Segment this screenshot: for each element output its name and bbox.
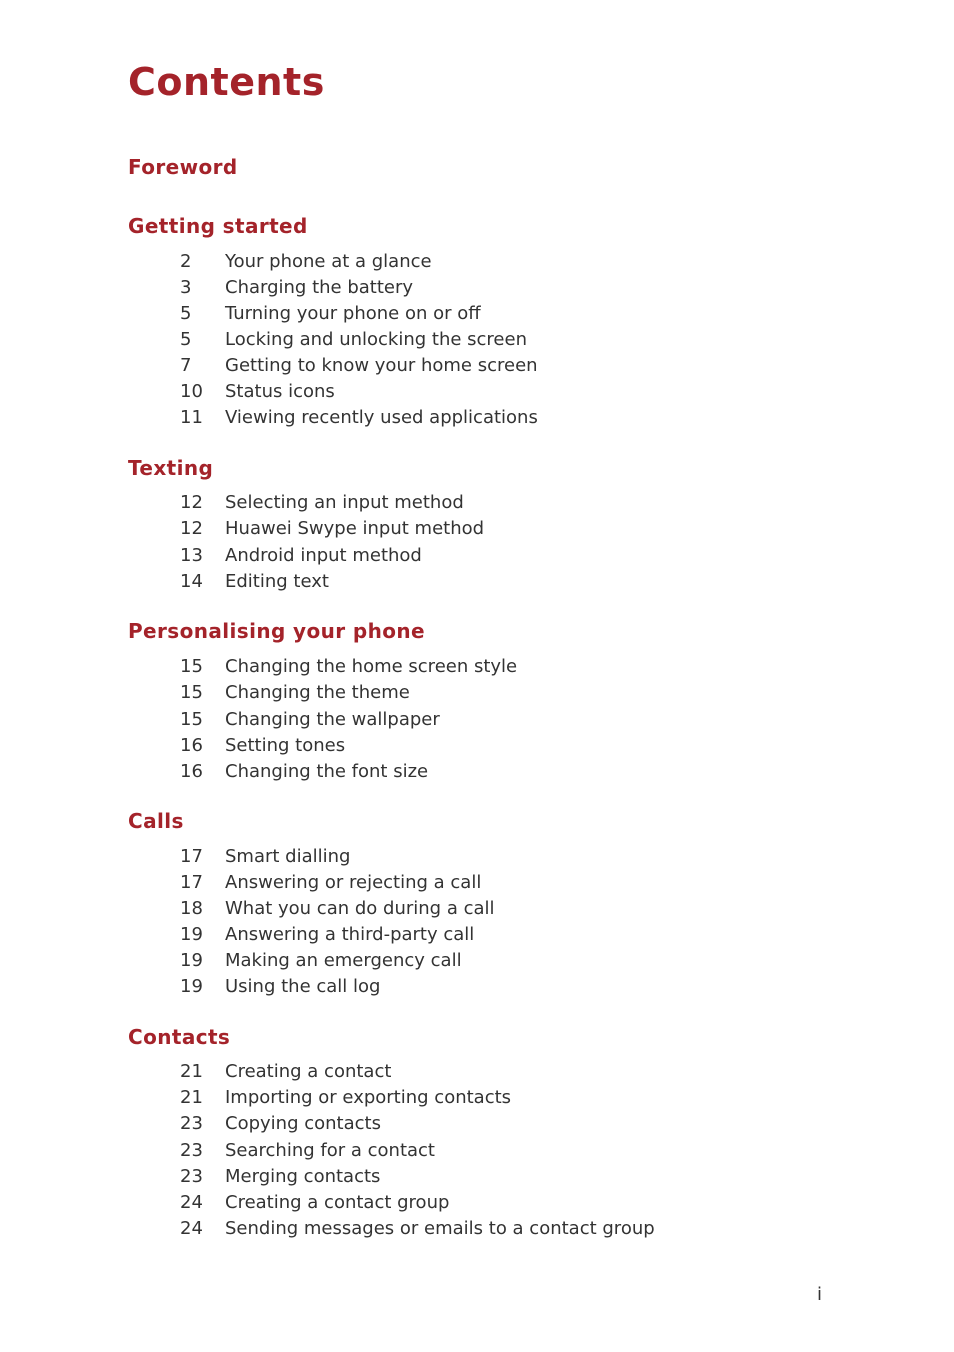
page-title: Contents <box>128 60 325 104</box>
toc-entry-title: Viewing recently used applications <box>225 407 538 428</box>
toc-entry-title: Creating a contact <box>225 1061 392 1082</box>
section-heading: Calls <box>128 809 184 833</box>
toc-entry[interactable] <box>180 275 413 301</box>
toc-entry[interactable] <box>180 1111 381 1137</box>
toc-page-number: 15 <box>180 708 203 730</box>
toc-entry[interactable] <box>180 490 464 516</box>
toc-entry-title: Searching for a contact <box>225 1139 435 1161</box>
toc-entry[interactable] <box>180 680 410 706</box>
toc-entry[interactable] <box>180 249 432 275</box>
section-heading: Texting <box>128 456 214 480</box>
toc-page-number: 17 <box>180 846 203 867</box>
toc-entry[interactable] <box>180 654 517 680</box>
toc-page-number: 5 <box>180 329 192 350</box>
toc-entry[interactable] <box>180 379 335 405</box>
toc-entry-title: Android input method <box>225 544 422 566</box>
section-heading: Getting started <box>128 214 308 238</box>
toc-page-number: 24 <box>180 1218 203 1240</box>
toc-entry-title: Status icons <box>225 381 335 402</box>
toc-page-number: 16 <box>180 734 203 756</box>
toc-entry[interactable] <box>180 1138 435 1164</box>
toc-page-number: 23 <box>180 1113 203 1135</box>
toc-entry-title: Huawei Swype input method <box>225 518 485 540</box>
toc-entry-title: Changing the wallpaper <box>225 708 440 730</box>
toc-page-number: 10 <box>180 381 203 402</box>
toc-page-number: 19 <box>180 950 203 971</box>
toc-entry-title: Getting to know your home screen <box>225 355 538 376</box>
toc-page-number: 18 <box>180 898 203 919</box>
toc-page-number: 2 <box>180 251 192 272</box>
toc-entry-title: Setting tones <box>225 734 346 756</box>
toc-entry[interactable] <box>180 707 440 733</box>
toc-entry-title: Turning your phone on or off <box>225 303 481 324</box>
toc-entry-title: Charging the battery <box>225 277 414 298</box>
toc-entry[interactable] <box>180 733 345 759</box>
toc-entry-title: Creating a contact group <box>225 1191 450 1213</box>
toc-entry[interactable] <box>180 353 538 379</box>
toc-page-number: 19 <box>180 976 203 997</box>
toc-entry[interactable] <box>180 759 428 785</box>
toc-page-number: 21 <box>180 1087 203 1109</box>
toc-page-number: 17 <box>180 872 203 893</box>
toc-entry[interactable] <box>180 1164 380 1190</box>
toc-page-number: 13 <box>180 544 203 566</box>
toc-page-number: 11 <box>180 407 203 428</box>
section-heading: Contacts <box>128 1025 231 1049</box>
toc-entry-title: Using the call log <box>225 976 381 997</box>
toc-entry[interactable] <box>180 327 527 353</box>
toc-page-number: 5 <box>180 303 192 324</box>
toc-entry[interactable] <box>180 516 484 542</box>
toc-entry[interactable] <box>180 405 538 431</box>
toc-entry[interactable] <box>180 922 474 948</box>
page-number: i <box>817 1284 823 1305</box>
toc-entry-title: What you can do during a call <box>225 898 495 919</box>
toc-entry-title: Making an emergency call <box>225 950 462 971</box>
toc-entry-title: Answering or rejecting a call <box>225 872 482 893</box>
toc-entry[interactable] <box>180 1216 655 1242</box>
toc-entry[interactable] <box>180 844 350 870</box>
toc-entry[interactable] <box>180 870 481 896</box>
toc-entry-title: Importing or exporting contacts <box>225 1087 512 1109</box>
toc-page-number: 14 <box>180 570 203 592</box>
toc-entry[interactable] <box>180 1059 391 1085</box>
toc-page-number: 15 <box>180 656 203 677</box>
toc-entry-title: Your phone at a glance <box>225 251 432 272</box>
toc-entry-title: Merging contacts <box>225 1165 381 1187</box>
toc-page-number: 19 <box>180 924 203 945</box>
toc-entry[interactable] <box>180 974 380 1000</box>
section-heading: Foreword <box>128 155 238 179</box>
toc-entry-title: Selecting an input method <box>225 492 464 513</box>
toc-entry[interactable] <box>180 1085 511 1111</box>
toc-page-number: 7 <box>180 355 192 376</box>
toc-page-number: 23 <box>180 1165 203 1187</box>
section-heading: Personalising your phone <box>128 619 425 643</box>
toc-entry-title: Sending messages or emails to a contact group <box>225 1218 655 1240</box>
toc-entry-title: Smart dialling <box>225 846 351 867</box>
toc-entry[interactable] <box>180 896 495 922</box>
toc-page-number: 21 <box>180 1061 203 1082</box>
toc-entry-title: Changing the theme <box>225 682 410 704</box>
toc-entry[interactable] <box>180 948 462 974</box>
toc-entry[interactable] <box>180 1190 449 1216</box>
toc-page-number: 3 <box>180 277 192 298</box>
toc-page-number: 23 <box>180 1139 203 1161</box>
toc-entry[interactable] <box>180 569 329 595</box>
toc-entry-title: Editing text <box>225 570 329 592</box>
toc-page-number: 12 <box>180 518 203 540</box>
toc-page-number: 24 <box>180 1191 203 1213</box>
toc-page-number: 16 <box>180 761 203 782</box>
toc-entry-title: Copying contacts <box>225 1113 381 1135</box>
toc-entry-title: Changing the font size <box>225 761 429 782</box>
toc-entry[interactable] <box>180 543 422 569</box>
toc-page-number: 15 <box>180 682 203 704</box>
toc-entry-title: Answering a third-party call <box>225 924 475 945</box>
toc-page-number: 12 <box>180 492 203 513</box>
toc-entry[interactable] <box>180 301 481 327</box>
toc-entry-title: Changing the home screen style <box>225 656 518 677</box>
toc-entry-title: Locking and unlocking the screen <box>225 329 527 350</box>
